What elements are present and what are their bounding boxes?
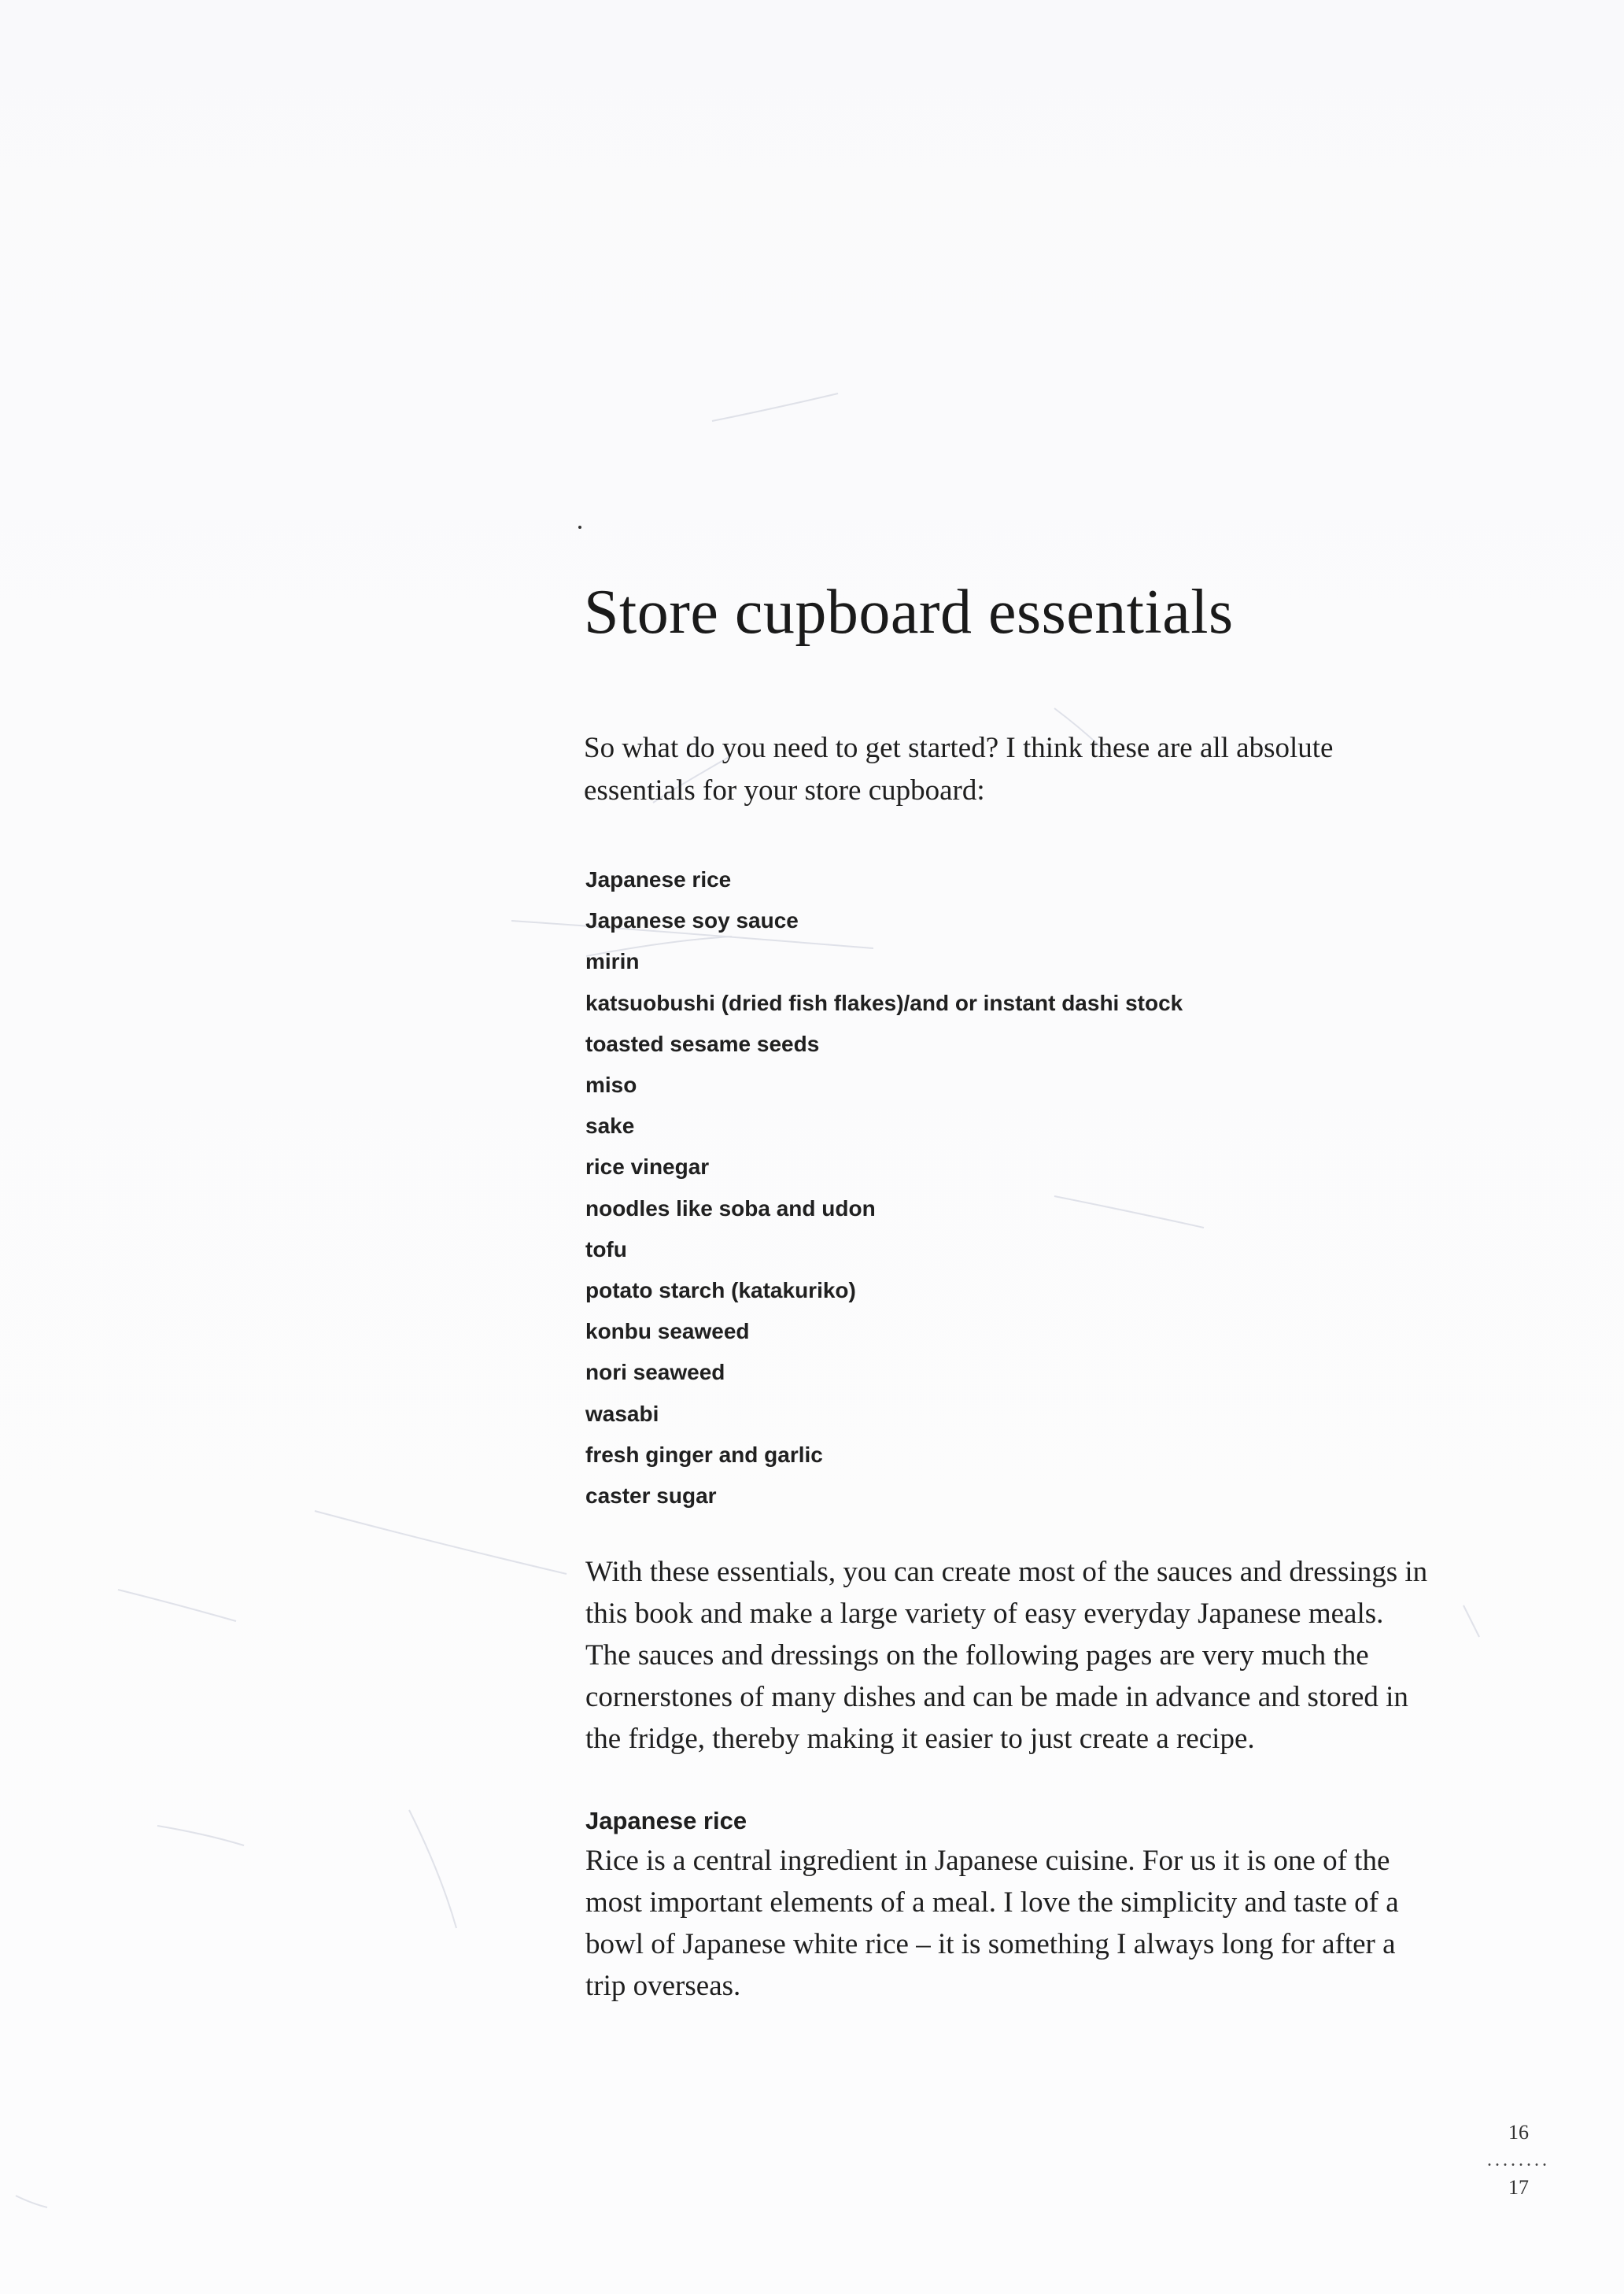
section-heading: Japanese rice <box>585 1807 747 1835</box>
list-item: katsuobushi (dried fish flakes)/and or instant dashi stock <box>585 990 1183 1015</box>
list-item: tofu <box>585 1236 627 1262</box>
right-page-number: 17 <box>1508 2176 1529 2199</box>
ingredients-list <box>585 859 1434 1516</box>
list-item: nori seaweed <box>585 1360 725 1385</box>
page-numbers <box>1479 2117 1558 2203</box>
list-item: wasabi <box>585 1401 659 1426</box>
list-item: Japanese soy sauce <box>585 908 799 933</box>
list-item: Japanese rice <box>585 867 732 892</box>
intro-paragraph: So what do you need to get started? I think these are all absolute essentials for your store cupboard: <box>584 732 1334 807</box>
list-item: potato starch (katakuriko) <box>585 1278 856 1303</box>
list-item: konbu seaweed <box>585 1319 750 1344</box>
left-page-number: 16 <box>1508 2121 1529 2144</box>
section-paragraph: Rice is a central ingredient in Japanese cuisine. For us it is one of the most important elements of a meal. I love the simplicity and taste of a bowl of Japanese white rice – it is something I always long for after a trip overseas. <box>585 1845 1399 2003</box>
list-item: toasted sesame seeds <box>585 1031 820 1056</box>
list-item: fresh ginger and garlic <box>585 1442 823 1467</box>
page-title: Store cupboard essentials <box>584 578 1234 647</box>
folio-separator: ........ <box>1487 2150 1550 2170</box>
list-item: rice vinegar <box>585 1154 710 1180</box>
list-item: caster sugar <box>585 1483 717 1509</box>
main-content <box>584 574 1434 2007</box>
list-item: sake <box>585 1114 635 1139</box>
list-item: noodles like soba and udon <box>585 1195 876 1221</box>
body-paragraph: With these essentials, you can create most of the sauces and dressings in this book and make a large variety of easy everyday Japanese meals. The sauces and dressings on the following pages are very much the cornerstones of many dishes and can be made in advance and stored in the fridge, thereby making it easier to just create a recipe. <box>585 1556 1428 1756</box>
list-item: miso <box>585 1073 637 1098</box>
list-item: mirin <box>585 949 640 974</box>
